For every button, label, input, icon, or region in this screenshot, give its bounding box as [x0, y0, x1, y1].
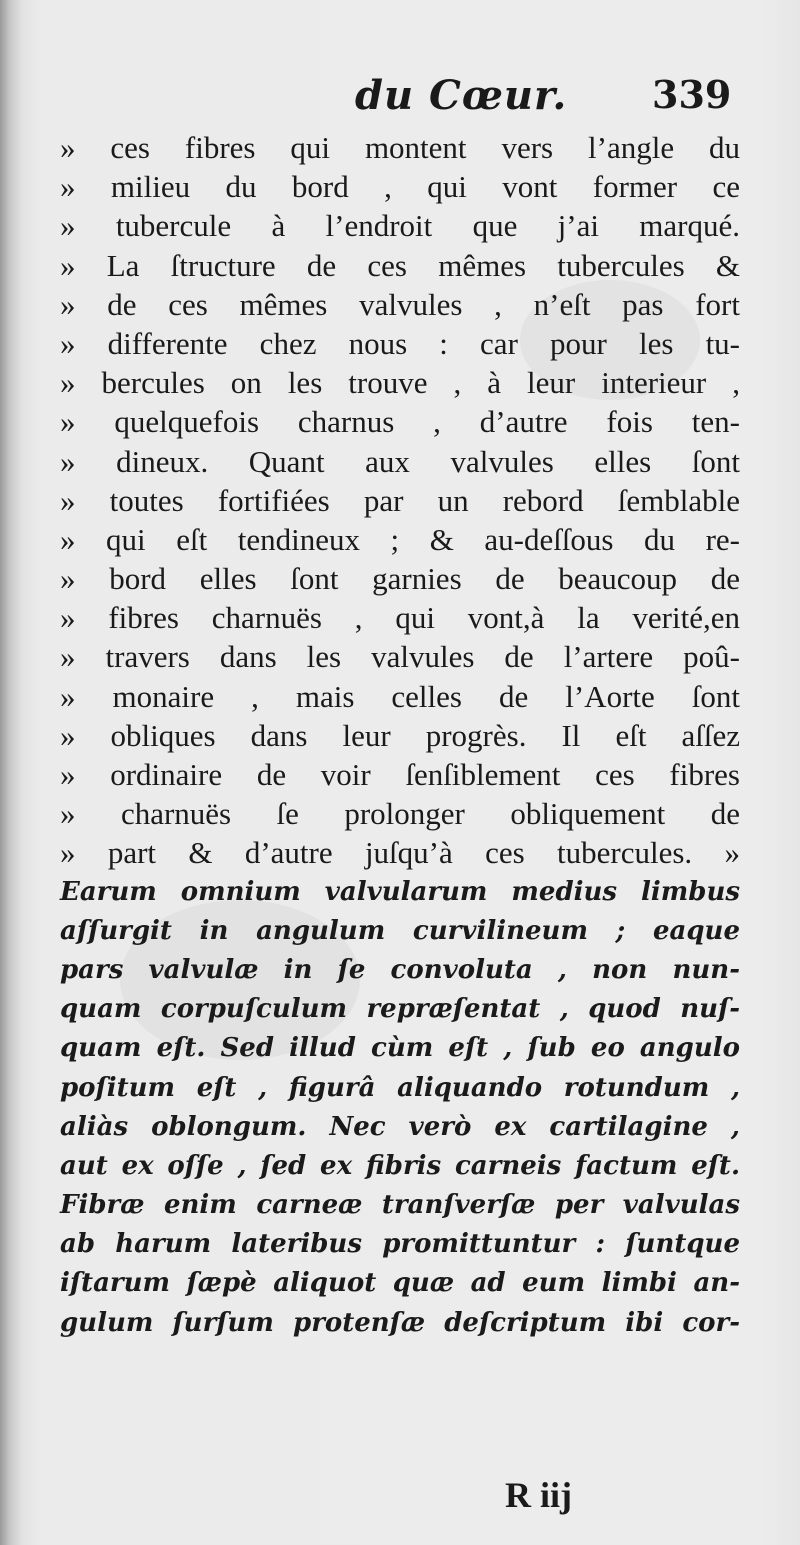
page-number: 339 [652, 72, 732, 117]
latin-text-line: aſſurgit in angulum curvilineum ; eaque [60, 915, 740, 946]
latin-text-line: ab harum lateribus promittuntur : ſuntque [60, 1229, 740, 1260]
text-line: » monaire , mais celles de l’Aorte ſont [60, 678, 740, 714]
text-line: » qui eſt tendineux ; & au-deſſous du re- [60, 521, 740, 557]
latin-text-line: Fibræ enim carneæ tranſverſæ per valvulas [60, 1190, 740, 1221]
signature-mark: R iij [505, 1475, 572, 1515]
latin-text-line: poſitum eſt , figurâ aliquando rotundum , [60, 1072, 740, 1103]
latin-text-line: aut ex oſſe , ſed ex fibris carneis factum eſt. [60, 1150, 740, 1181]
text-line: » ordinaire de voir ſenſiblement ces fibres [60, 757, 740, 792]
latin-text-line: Earum omnium valvularum medius limbus [60, 876, 740, 907]
text-line: » tubercule à l’endroit que j’ai marqué. [60, 208, 740, 244]
latin-text-line: pars valvulæ in ſe convoluta , non nun- [60, 954, 740, 985]
page-header [0, 70, 800, 130]
text-line: » toutes fortifiées par un rebord ſemblable [60, 482, 740, 518]
text-line: » fibres charnuës , qui vont,à la verité,en [60, 600, 740, 636]
text-line: » charnuës ſe prolonger obliquement de [60, 796, 740, 832]
page-body [60, 128, 740, 1343]
text-line: » quelquefois charnus , d’autre fois ten- [60, 404, 740, 440]
text-line: » travers dans les valvules de l’artere poû- [60, 639, 740, 675]
latin-text-line: aliàs oblongum. Nec verò ex cartilagine , [60, 1111, 740, 1142]
text-line: » de ces mêmes valvules , n’eſt pas fort [60, 286, 740, 322]
text-line: » milieu du bord , qui vont former ce [60, 169, 740, 205]
text-line: » La ſtructure de ces mêmes tubercules & [60, 247, 740, 283]
text-line: » differente chez nous : car pour les tu- [60, 325, 740, 361]
text-line: » part & d’autre juſqu’à ces tubercules. » [60, 835, 740, 871]
text-line: » bercules on les trouve , à leur interieur , [60, 365, 740, 401]
latin-text-line: quam corpuſculum repræſentat , quod nuſ- [60, 994, 740, 1025]
latin-text-line: iſtarum ſæpè aliquot quæ ad eum limbi an- [60, 1268, 740, 1299]
latin-text-line: quam eſt. Sed illud cùm eſt , ſub eo angulo [60, 1033, 740, 1064]
text-line: » obliques dans leur progrès. Il eſt aſſez [60, 717, 740, 753]
text-line: » ces fibres qui montent vers l’angle du [60, 130, 740, 165]
running-head: du Cœur. [355, 72, 568, 119]
text-line: » dineux. Quant aux valvules elles ſont [60, 443, 740, 479]
text-line: » bord elles ſont garnies de beaucoup de [60, 561, 740, 597]
latin-text-line: gulum ſurſum protenſæ deſcriptum ibi cor- [60, 1307, 740, 1338]
